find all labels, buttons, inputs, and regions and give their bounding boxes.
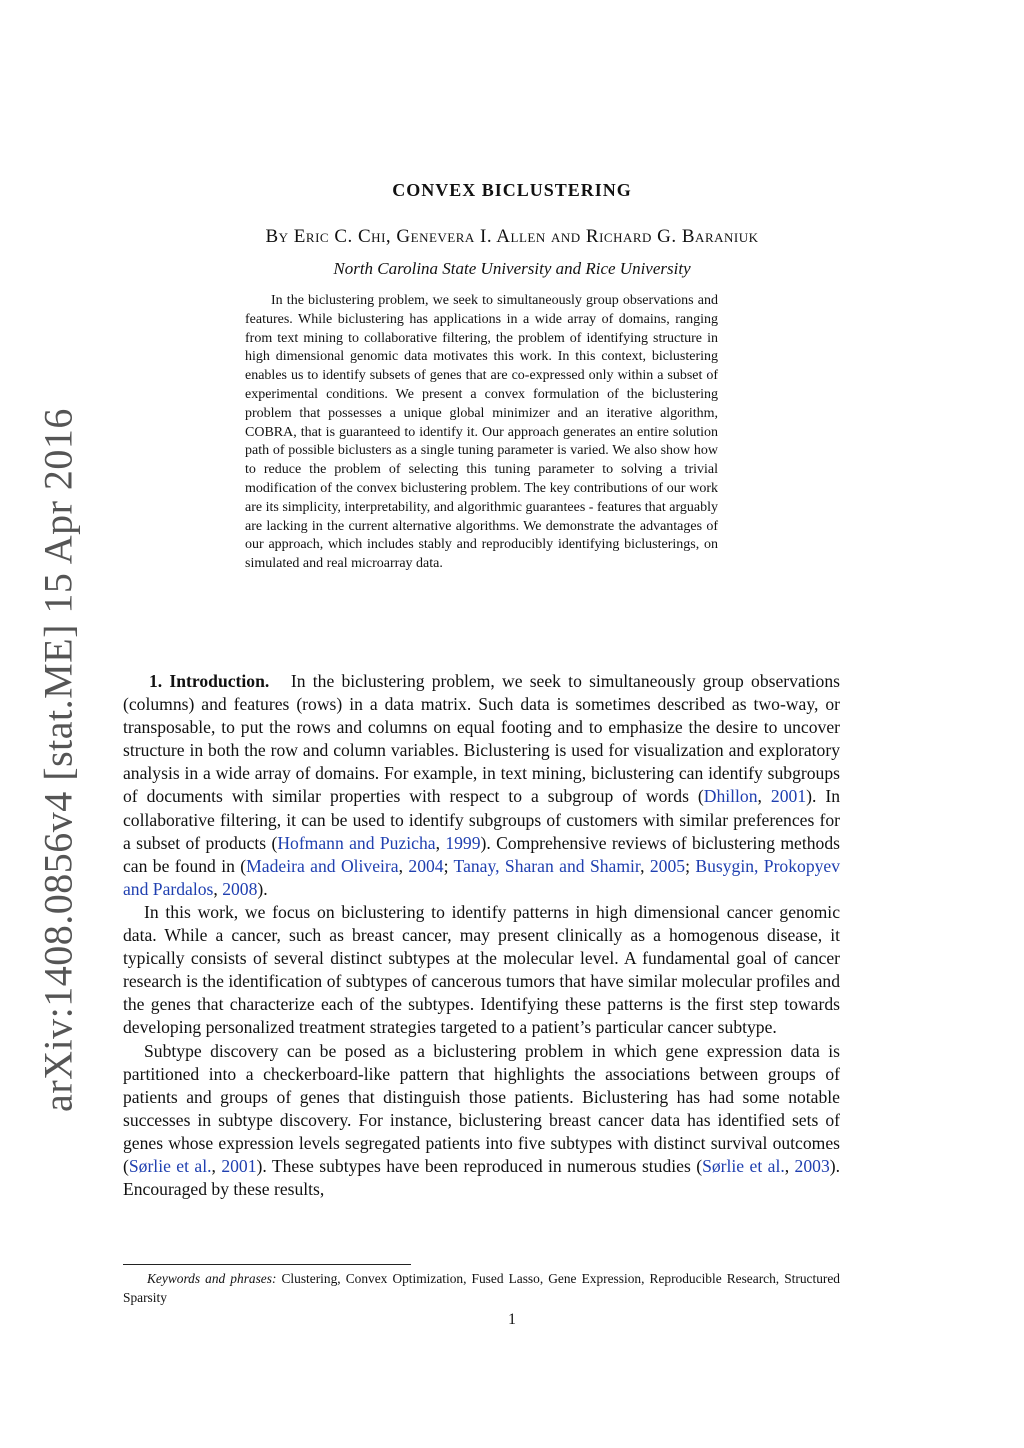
intro-text: ). These subtypes have been reproduced in numerous studies (	[256, 1155, 703, 1176]
intro-text: ). Comprehensive reviews of biclustering methods can be found in (	[123, 832, 840, 876]
intro-text: ,	[640, 855, 650, 876]
arxiv-identifier: arXiv:1408.0856v4 [stat.ME] 15 Apr 2016	[35, 408, 81, 1112]
intro-text: ;	[443, 855, 454, 876]
intro-text: ,	[211, 1155, 222, 1176]
citation-year-link[interactable]: 2003	[794, 1155, 830, 1176]
page-number: 1	[508, 1311, 516, 1328]
citation-year-link[interactable]: 2001	[221, 1155, 257, 1176]
intro-text: ).	[257, 878, 268, 899]
paper-authors: By Eric C. Chi, Genevera I. Allen and Richard G. Baraniuk	[265, 226, 759, 247]
intro-text: ). In collaborative filtering, it can be used to identify subgroups of customers with similar preferences for a subset of products (	[123, 786, 841, 853]
paper-affiliation: North Carolina State University and Rice University	[333, 259, 691, 278]
intro-text: ,	[757, 786, 771, 807]
intro-text: ,	[435, 832, 446, 853]
intro-text: ;	[685, 855, 696, 876]
section-heading: 1. Introduction.	[149, 671, 270, 691]
citation-link[interactable]: Busygin, Prokopyev and Pardalos	[123, 855, 841, 899]
intro-text: In the biclustering problem, we seek to simultaneously group observations (columns) and features (rows) in a data matrix. Such data is sometimes described as two-way, or transposable, to put the rows and columns on equal footing and to emphasize the desire to uncover structure in both the row and column variables. Biclustering is used for visualization and exploratory analysis in a wide array of domains. For example, in text mining, biclustering can identify subgroups of documents with similar properties with respect to a subgroup of words (	[123, 671, 840, 807]
intro-text: ). Encouraged by these results,	[123, 1155, 840, 1200]
footnote-rule	[123, 1264, 411, 1265]
paper-title: CONVEX BICLUSTERING	[392, 180, 632, 200]
intro-paragraph-3	[123, 1040, 840, 1202]
intro-text: ,	[213, 878, 223, 899]
introduction-section	[123, 670, 840, 1201]
citation-year-link[interactable]: 2004	[408, 855, 444, 876]
keywords-label: Keywords and phrases:	[147, 1271, 277, 1286]
intro-paragraph-2: In this work, we focus on biclustering to identify patterns in high dimensional cancer genomic data. While a cancer, such as breast cancer, may present clinically as a homogenous disease, it typically consists of several distinct subtypes at the molecular level. A fundamental goal of cancer research is the identification of subtypes of cancerous tumors that have similar molecular profiles and the genes that characterize each of the subtypes. Identifying these patterns is the first step towards developing personalized treatment strategies targeted to a patient’s particular cancer subtype.	[123, 901, 840, 1038]
intro-paragraph-1	[123, 670, 840, 901]
citation-link[interactable]: Tanay, Sharan and Shamir	[453, 855, 641, 876]
keywords-footnote	[123, 1269, 840, 1307]
citation-link[interactable]: Madeira and Oliveira	[246, 855, 399, 876]
citation-link[interactable]: Dhillon	[703, 786, 758, 807]
citation-year-link[interactable]: 2001	[770, 786, 807, 807]
citation-year-link[interactable]: 1999	[445, 832, 481, 853]
abstract: In the biclustering problem, we seek to simultaneously group observations and features. While biclustering has applications in a wide array of domains, ranging from text mining to collaborative filtering, the problem of identifying structure in high dimensional genomic data motivates this work. In this context, biclustering enables us to identify subsets of genes that are co-expressed only within a subset of experimental conditions. We present a convex formulation of the biclustering problem that possesses a unique global minimizer and an iterative algorithm, COBRA, that is guaranteed to identify it. Our approach generates an entire solution path of possible biclusters as a single tuning parameter is varied. We also show how to reduce the problem of selecting this tuning parameter to solving a trivial modification of the convex biclustering problem. The key contributions of our work are its simplicity, interpretability, and algorithmic guarantees - features that arguably are lacking in the current alternative algorithms. We demonstrate the advantages of our approach, which includes stably and reproducibly identifying biclusterings, on simulated and real microarray data.	[245, 293, 718, 572]
citation-link[interactable]: Hofmann and Puzicha	[277, 832, 436, 853]
intro-text: ,	[398, 855, 409, 876]
citation-link[interactable]: Sørlie et al.	[128, 1155, 212, 1176]
intro-text: ,	[784, 1155, 795, 1176]
keywords-text: Clustering, Convex Optimization, Fused Lasso, Gene Expression, Reproducible Research, Structured Sparsity	[123, 1271, 840, 1305]
intro-text: Subtype discovery can be posed as a biclustering problem in which gene expression data is partitioned into a checkerboard-like pattern that highlights the associations between groups of patients and groups of genes that distinguish those patients. Biclustering has had some notable successes in subtype discovery. For instance, biclustering breast cancer data has identified sets of genes whose expression levels segregated patients into five subtypes with distinct survival outcomes (	[123, 1040, 840, 1176]
citation-year-link[interactable]: 2008	[222, 878, 258, 899]
citation-link[interactable]: Sørlie et al.	[702, 1155, 785, 1176]
citation-year-link[interactable]: 2005	[649, 855, 686, 876]
